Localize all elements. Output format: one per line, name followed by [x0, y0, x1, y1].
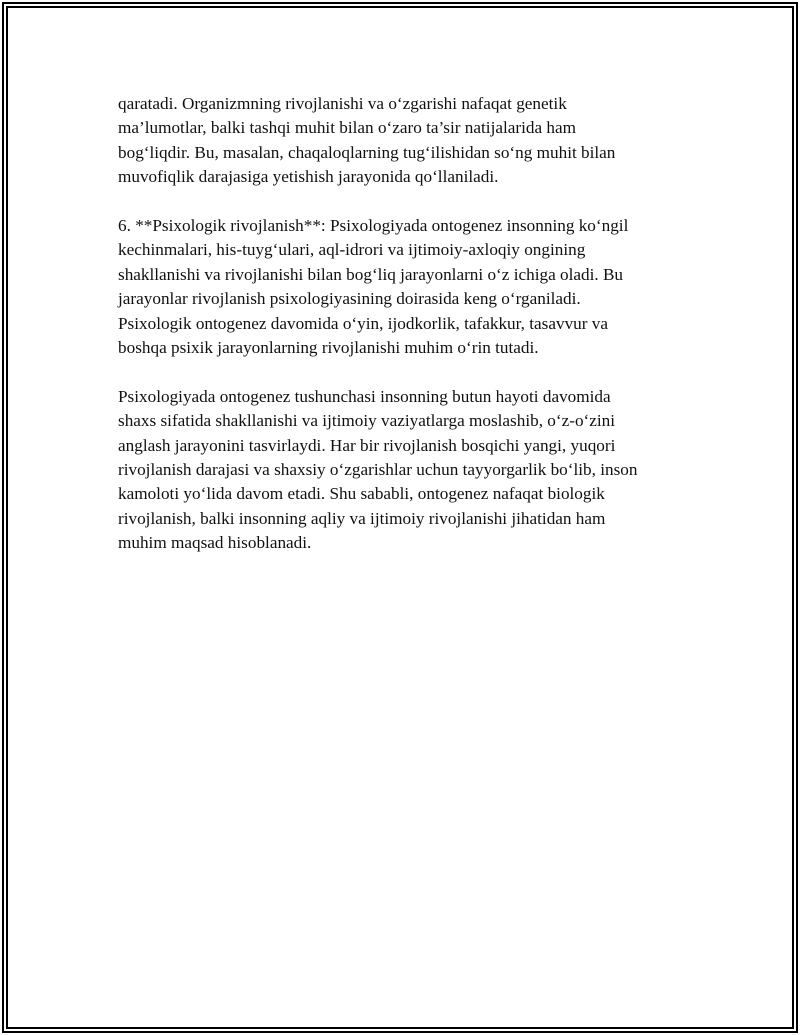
text-line: kamoloti yo‘lida davom etadi. Shu sababli, ontogenez nafaqat biologik [118, 484, 605, 504]
text-line: boshqa psixik jarayonlarning rivojlanishi muhim o‘rin tutadi. [118, 338, 539, 358]
text-line: qaratadi. Organizmning rivojlanishi va o‘zgarishi nafaqat genetik [118, 94, 567, 113]
document-body [118, 92, 684, 580]
text-line: 6. **Psixologik rivojlanish**: Psixologiyada ontogenez insonning ko‘ngil [118, 216, 629, 236]
text-line: jarayonlar rivojlanish psixologiyasining doirasida keng o‘rganiladi. [118, 289, 581, 309]
text-line: anglash jarayonini tasvirlaydi. Har bir rivojlanish bosqichi yangi, yuqori [118, 435, 616, 455]
paragraph-3 [118, 385, 684, 556]
text-line: rivojlanish darajasi va shaxsiy o‘zgarishlar uchun tayyorgarlik bo‘lib, inson [118, 460, 638, 480]
text-line: muvofiqlik darajasiga yetishish jarayonida qo‘llaniladi. [118, 167, 499, 187]
text-line: rivojlanish, balki insonning aqliy va ijtimoiy rivojlanishi jihatidan ham [118, 508, 606, 528]
text-line: Psixologik ontogenez davomida o‘yin, ijodkorlik, tafakkur, tasavvur va [118, 313, 609, 333]
paragraph-2 [118, 214, 684, 360]
text-line: bog‘liqdir. Bu, masalan, chaqaloqlarning tug‘ilishidan so‘ng muhit bilan [118, 142, 616, 162]
paragraph-1 [118, 92, 684, 190]
text-line: shakllanishi va rivojlanishi bilan bog‘liq jarayonlarni o‘z ichiga oladi. Bu [118, 264, 624, 284]
text-line: kechinmalari, his-tuyg‘ulari, aql-idrori va ijtimoiy-axloqiy ongining [118, 240, 586, 260]
text-line: shaxs sifatida shakllanishi va ijtimoiy vaziyatlarga moslashib, o‘z-o‘zini [118, 411, 616, 431]
text-line: muhim maqsad hisoblanadi. [118, 533, 312, 553]
text-line: Psixologiyada ontogenez tushunchasi insonning butun hayoti davomida [118, 386, 611, 406]
text-line: ma’lumotlar, balki tashqi muhit bilan o‘zaro ta’sir natijalarida ham [118, 118, 576, 138]
